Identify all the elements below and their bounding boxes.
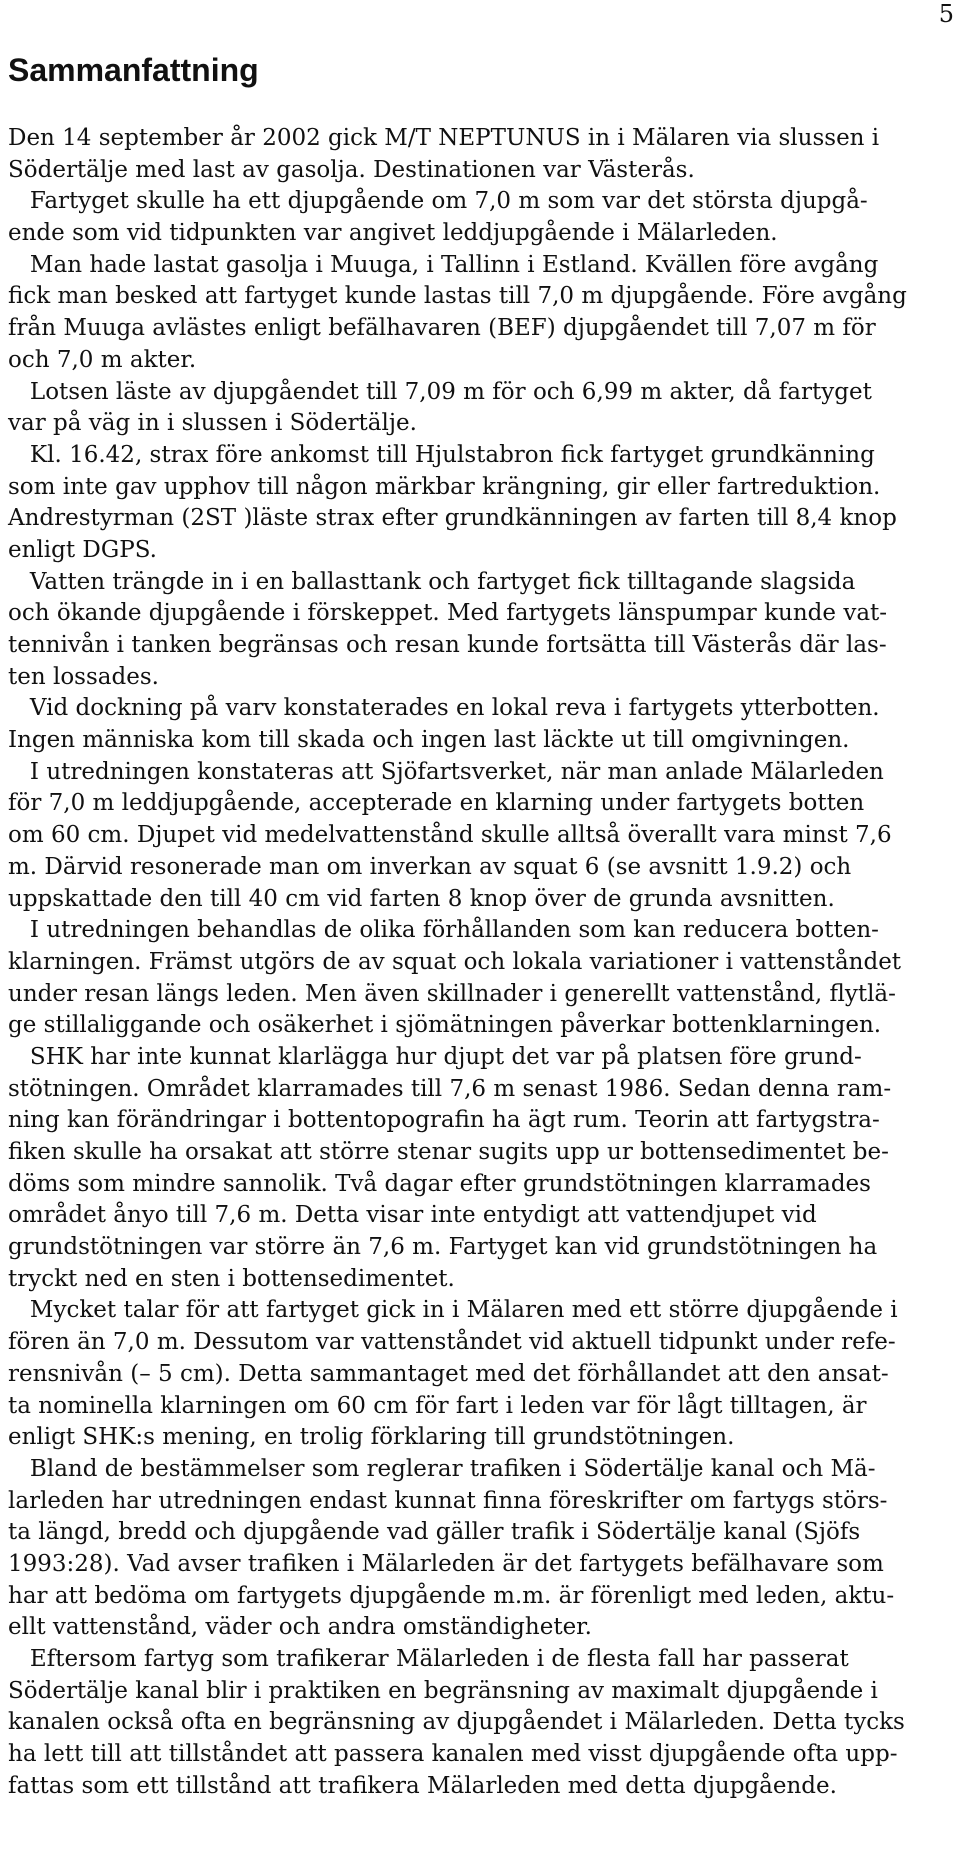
text-line: kanalen också ofta en begränsning av djupgåendet i Mälarleden. Detta tycks [8,1709,905,1736]
text-line: Eftersom fartyg som trafikerar Mälarleden i de flesta fall har passerat [8,1646,849,1672]
text-line: m. Därvid resonerade man om inverkan av squat 6 (se avsnitt 1.9.2) och [8,853,852,880]
text-line: om 60 cm. Djupet vid medelvattenstånd skulle alltså överallt vara minst 7,6 [8,822,892,849]
text-line: enligt DGPS. [8,536,157,563]
text-line: Södertälje med last av gasolja. Destinationen var Västerås. [8,156,695,183]
text-line: fick man besked att fartyget kunde lastas till 7,0 m djupgående. Före avgång [8,283,907,310]
text-line: larleden har utredningen endast kunnat finna föreskrifter om fartygs störs- [8,1487,888,1514]
text-line: ten lossades. [8,663,159,690]
text-line: tennivån i tanken begränsas och resan kunde fortsätta till Västerås där las- [8,632,887,658]
text-line: fören än 7,0 m. Dessutom var vattenståndet vid aktuell tidpunkt under refe- [8,1329,896,1356]
text-line: Fartyget skulle ha ett djupgående om 7,0 m som var det största djupgå- [8,188,868,215]
section-heading: Sammanfattning [8,52,259,88]
text-line: från Muuga avlästes enligt befälhavaren (BEF) djupgåendet till 7,07 m för [8,315,876,342]
text-line: I utredningen konstateras att Sjöfartsverket, när man anlade Mälarleden [8,758,884,785]
page-number: 5 [938,0,954,28]
summary-body [8,123,952,1802]
text-line: SHK har inte kunnat klarlägga hur djupt det var på platsen före grund- [8,1043,862,1070]
text-line: ha lett till att tillståndet att passera kanalen med visst djupgående ofta upp- [8,1741,898,1768]
text-line: klarningen. Främst utgörs de av squat och lokala variationer i vattenståndet [8,948,902,975]
text-line: ta längd, bredd och djupgående vad gäller trafik i Södertälje kanal (Sjöfs [8,1519,861,1546]
text-line: Andrestyrman (2ST )läste strax efter grundkänningen av farten till 8,4 knop [8,505,897,532]
text-line: stötningen. Området klarramades till 7,6 m senast 1986. Sedan denna ram- [8,1075,892,1102]
text-line: ellt vattenstånd, väder och andra omständigheter. [8,1614,592,1641]
text-line: området ånyo till 7,6 m. Detta visar inte entydigt att vattendjupet vid [8,1202,817,1229]
text-line: uppskattade den till 40 cm vid farten 8 knop över de grunda avsnitten. [8,885,835,912]
text-line: Vid dockning på varv konstaterades en lokal reva i fartygets ytterbotten. [8,695,880,722]
text-line: Kl. 16.42, strax före ankomst till Hjulstabron fick fartyget grundkänning [8,441,875,468]
text-line: Den 14 september år 2002 gick M/T NEPTUNUS in i Mälaren via slussen i [8,125,880,151]
text-line: rensnivån (– 5 cm). Detta sammantaget med det förhållandet att den ansat- [8,1360,889,1387]
text-line: har att bedöma om fartygets djupgående m.m. är förenligt med leden, aktu- [8,1582,895,1609]
text-line: under resan längs leden. Men även skillnader i generellt vattenstånd, flytlä- [8,980,896,1007]
text-line: I utredningen behandlas de olika förhållanden som kan reducera botten- [8,917,879,944]
text-line: fattas som ett tillstånd att trafikera Mälarleden med detta djupgående. [8,1772,837,1799]
text-line: grundstötningen var större än 7,6 m. Fartyget kan vid grundstötningen ha [8,1234,878,1261]
text-line: som inte gav upphov till någon märkbar krängning, gir eller fartreduktion. [8,473,881,500]
text-line: 1993:28). Vad avser trafiken i Mälarleden är det fartygets befälhavare som [8,1550,884,1577]
text-line: Mycket talar för att fartyget gick in i Mälaren med ett större djupgående i [8,1297,898,1324]
text-line: Vatten trängde in i en ballasttank och fartyget fick tilltagande slagsida [8,568,856,595]
text-line: döms som mindre sannolik. Två dagar efter grundstötningen klarramades [8,1170,871,1197]
text-line: ning kan förändringar i bottentopografin ha ägt rum. Teorin att fartygstra- [8,1107,880,1134]
text-line: Man hade lastat gasolja i Muuga, i Tallinn i Estland. Kvällen före avgång [8,251,879,278]
text-line: Bland de bestämmelser som reglerar trafiken i Södertälje kanal och Mä- [8,1455,876,1482]
text-line: ta nominella klarningen om 60 cm för fart i leden var för lågt tilltagen, är [8,1392,867,1419]
text-line: fiken skulle ha orsakat att större stenar sugits upp ur bottensedimentet be- [8,1139,889,1165]
text-line: tryckt ned en sten i bottensedimentet. [8,1265,455,1292]
text-line: ende som vid tidpunkten var angivet leddjupgående i Mälarleden. [8,220,778,247]
text-line: ge stillaliggande och osäkerhet i sjömätningen påverkar bottenklarningen. [8,1012,882,1039]
text-line: och ökande djupgående i förskeppet. Med fartygets länspumpar kunde vat- [8,600,888,627]
text-line: enligt SHK:s mening, en trolig förklaring till grundstötningen. [8,1424,735,1451]
text-line: Lotsen läste av djupgåendet till 7,09 m för och 6,99 m akter, då fartyget [8,378,872,405]
text-line: och 7,0 m akter. [8,346,197,373]
text-line: Södertälje kanal blir i praktiken en begränsning av maximalt djupgående i [8,1677,878,1704]
text-line: Ingen människa kom till skada och ingen last läckte ut till omgivningen. [8,727,850,754]
text-line: var på väg in i slussen i Södertälje. [8,410,417,437]
text-line: för 7,0 m leddjupgående, accepterade en klarning under fartygets botten [8,790,865,817]
